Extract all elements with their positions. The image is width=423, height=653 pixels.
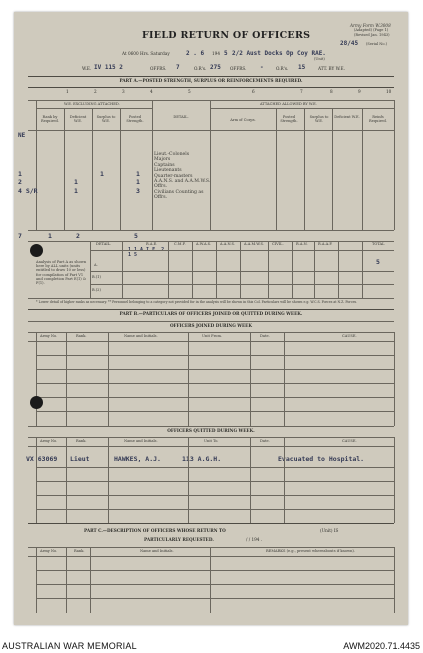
col-header: Deficient W.E.	[334, 115, 360, 119]
total-typed: 5	[134, 232, 138, 240]
we-value: IV 115 2	[94, 64, 123, 71]
we-group-header: W.E. EXCLUDING ATTACHED.	[64, 102, 120, 106]
row-typed: 2	[18, 178, 22, 186]
rank-list	[154, 152, 212, 201]
quitted-col: Rank.	[76, 439, 87, 443]
part-b-heading: PART B.—PARTICULARS OF OFFICERS JOINED OR QUITTED DURING WEEK.	[119, 311, 303, 316]
quitted-col: Army No.	[40, 439, 58, 443]
sub-header: A.A.N.S.	[220, 242, 236, 246]
quitted-col: Date.	[260, 439, 270, 443]
part-c-col: Army No.	[40, 549, 58, 553]
total-typed: 7	[18, 232, 22, 240]
rank-item: Quarter-masters	[154, 173, 193, 179]
punch-hole	[30, 244, 43, 257]
typed-reference: 28/45	[340, 40, 359, 47]
rank-item: Lieut.-Colonels	[154, 152, 190, 157]
sub-row-label: A.	[94, 263, 98, 267]
offrs-value: 7	[176, 64, 180, 71]
part-c-col: Name and Initials.	[140, 549, 174, 553]
joined-col: CAUSE.	[342, 334, 357, 338]
part-a-heading: PART A.—POSTED STRENGTH, SURPLUS OR REINFORCEMENTS REQUIRED.	[119, 78, 303, 83]
col-header: Surplus to W.E.	[96, 115, 116, 123]
col-number: 8	[330, 89, 333, 94]
row-typed: 1	[18, 170, 22, 178]
part-c-unit-is: (Unit) IS	[320, 528, 339, 533]
posted-typed: 1	[136, 170, 140, 178]
att-label: ATT. BY W.E.	[318, 66, 345, 71]
ors-value: 275	[210, 64, 221, 71]
form-title: FIELD RETURN OF OFFICERS	[142, 30, 311, 41]
col-header: Arm of Corps.	[230, 118, 256, 122]
col-number: 1	[66, 89, 69, 94]
sub-header: TOTAL	[372, 242, 385, 246]
col-header: Rank by Required.	[41, 115, 59, 123]
column-numbers	[28, 90, 394, 98]
unit-typed: 2/2 Aust Docks Op Coy RAE.	[232, 50, 326, 57]
field-return-form	[14, 12, 408, 625]
sub-row-label: B.(1)	[92, 275, 101, 279]
sub-header: A.W.A.S.	[196, 242, 212, 246]
deficient-typed: 1	[74, 178, 78, 186]
rank-item: Majors	[154, 157, 171, 163]
col-header: Posted Strength.	[126, 115, 144, 123]
col-number: 6	[252, 89, 255, 94]
sub-header: R.A.E.	[146, 242, 158, 246]
entry-unit: 113 A.G.H.	[182, 455, 222, 463]
sub-header: CIVIL.	[272, 242, 284, 246]
year-label: 194	[212, 51, 220, 56]
joined-col: Name and Initials.	[124, 334, 158, 338]
ors2-value: 15	[298, 64, 306, 71]
col-number: 3	[122, 89, 125, 94]
quitted-col: Unit To.	[204, 439, 219, 443]
part-c-date-line: / / 194 .	[246, 537, 263, 542]
sub-header: DETAIL.	[96, 242, 112, 246]
offrs2-label: OFFRS.	[230, 66, 247, 71]
rank-item: Lieutenants	[154, 168, 182, 174]
adapted-label: (Adapted) (Page 1)	[354, 28, 389, 32]
total-typed: 1	[48, 232, 52, 240]
sub-row-label: B.(2)	[92, 288, 101, 292]
analysis-note: Analysis of Part A as shown here by ALL units (units entitled to draw 10 or less) for compilation of Part V1 and completion Part E(1) & F(1).	[36, 260, 87, 286]
serial-label: (Serial No.)	[366, 42, 388, 46]
typed-side-label: NE	[18, 132, 26, 139]
part-c-col: REMARKS (e.g., present whereabouts if known).	[266, 549, 355, 553]
total-typed: 2	[76, 232, 80, 240]
sub-header: C.M.F.	[174, 242, 186, 246]
offrs2-value: -	[260, 64, 264, 71]
col-number: 10	[386, 89, 392, 94]
footnote: * Lower detail of higher ranks as necessary. ** Personnel belonging to a category not provided for in the analysis will be shown in this Col. Particulars will be shown e.g. W.C.S. Forces at N.Z. Forces.	[36, 300, 358, 304]
entry-name: HAWKES, A.J.	[114, 455, 161, 463]
joined-col: Date.	[260, 334, 270, 338]
joined-col: Army No.	[40, 334, 58, 338]
quitted-col: CAUSE.	[342, 439, 357, 443]
row-typed: 4 S/R	[18, 187, 38, 195]
attached-group-header: ATTACHED ALLOWED BY W.E.	[260, 102, 317, 106]
col-number: 7	[300, 89, 303, 94]
col-header: Deficient W.E.	[69, 115, 87, 123]
sub-total-typed: 5	[376, 258, 380, 266]
joined-col: Rank.	[76, 334, 87, 338]
rank-item: A.A.N.S. and A.A.M.W.S. Offrs.	[154, 179, 211, 190]
col-number: 9	[358, 89, 361, 94]
sub-header: R.A.A.F.	[318, 242, 333, 246]
quitted-col: Name and Initials.	[124, 439, 158, 443]
joined-col: Unit From.	[202, 334, 223, 338]
army-form-number: Army Form W.3008	[350, 23, 391, 28]
joined-title: OFFICERS JOINED DURING WEEK	[169, 323, 253, 328]
col-number: 4	[150, 89, 153, 94]
col-header: Surplus to W.E.	[309, 115, 329, 123]
part-c-particularly: PARTICULARLY REQUESTED.	[144, 537, 214, 542]
entry-cause: Evacuated to Hospital.	[278, 455, 365, 463]
year-typed: 5	[224, 50, 228, 57]
at-time-label: At 0600 Hrs. Saturday	[122, 51, 170, 56]
col-number: 5	[188, 89, 191, 94]
unit-label: (Unit)	[314, 57, 325, 61]
entry-rank: Lieut	[70, 455, 90, 463]
posted-typed: 3	[136, 187, 140, 195]
part-c-col: Rank.	[74, 549, 85, 553]
footer-archive-name: AUSTRALIAN WAR MEMORIAL	[2, 641, 137, 651]
we-label: W.E.	[82, 66, 92, 71]
ors-label: O.R's.	[194, 66, 207, 71]
quitted-title: OFFICERS QUITTED DURING WEEK.	[167, 428, 255, 433]
rank-item: Captains	[154, 162, 175, 168]
col-number: 2	[94, 89, 97, 94]
rank-item: Civilians Counting as Offrs.	[154, 189, 204, 201]
surplus-typed: 1	[100, 170, 104, 178]
revised-label: (Revised Jan. 1943)	[354, 33, 390, 37]
date-typed: 2 . 6	[186, 50, 205, 57]
ors2-label: O.R's.	[276, 66, 289, 71]
entry-army-no: VX 63069	[26, 455, 58, 463]
part-c-heading: PART C.—DESCRIPTION OF OFFICERS WHOSE RETURN TO	[84, 528, 226, 533]
deficient-typed: 1	[74, 187, 78, 195]
col-header: Posted Strength.	[280, 115, 298, 123]
posted-typed: 1	[136, 178, 140, 186]
sub-typed-values: 1 1 A.I.F. 2 1 5	[128, 247, 165, 258]
col-header: DETAIL.	[173, 115, 189, 119]
col-header: Reinfs Required.	[369, 115, 387, 123]
punch-hole	[30, 396, 43, 409]
sub-header: R.A.N.	[296, 242, 308, 246]
sub-header: A.A.M.W.S.	[244, 242, 264, 246]
offrs-label: OFFRS.	[150, 66, 167, 71]
footer-accession-number: AWM2020.71.4435	[343, 641, 420, 651]
